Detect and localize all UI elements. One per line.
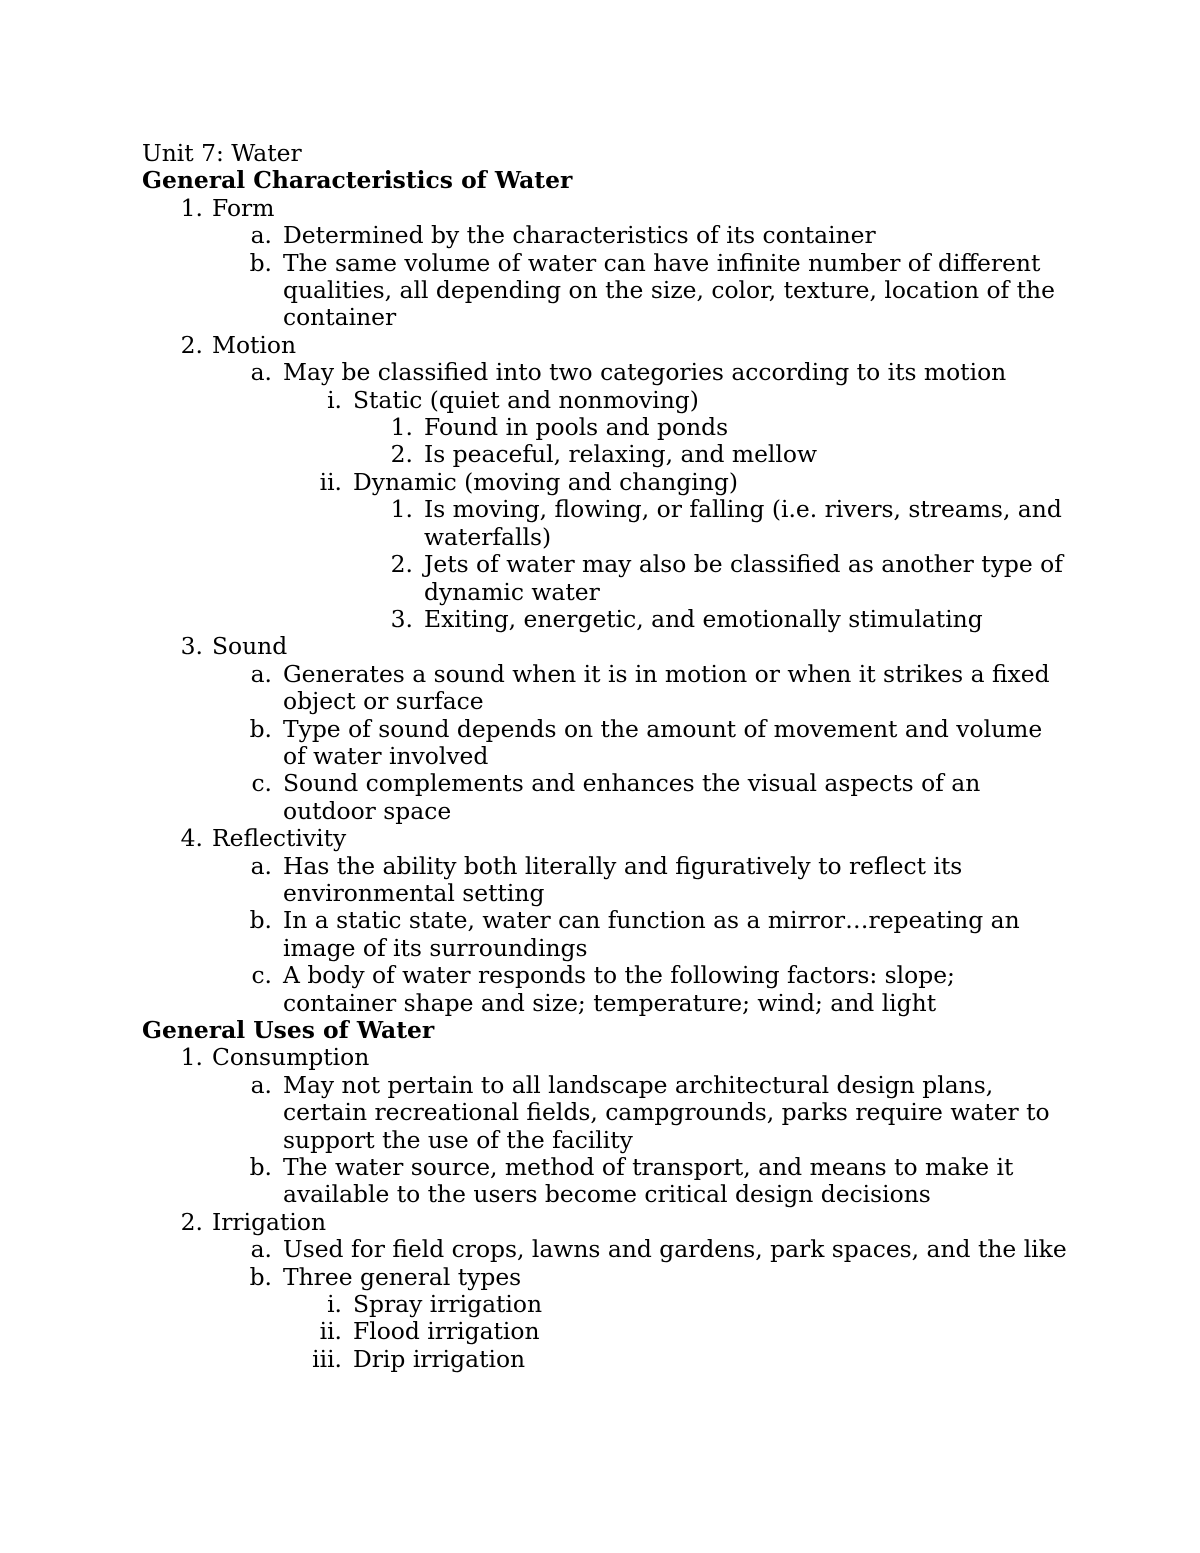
list-marker: a. xyxy=(250,221,272,250)
list-item-text: Sound xyxy=(212,632,288,661)
list-item-text: Is peaceful, relaxing, and mellow xyxy=(424,440,817,469)
list-item-text: Has the ability both literally and figuratively to reflect its environmental setting xyxy=(283,851,963,907)
list-item-text: Exiting, energetic, and emotionally stimulating xyxy=(424,604,983,633)
list-item-text: Reflectivity xyxy=(212,824,347,853)
list-item-text: Is moving, flowing, or falling (i.e. rivers, streams, and waterfalls) xyxy=(424,495,1062,551)
list-item-text: Irrigation xyxy=(212,1207,327,1236)
outline-item-level-2 xyxy=(142,222,1072,249)
list-marker: 2. xyxy=(390,550,413,579)
list-item-text: Generates a sound when it is in motion or when it strikes a fixed object or surface xyxy=(283,659,1050,716)
outline-item-level-4 xyxy=(142,606,1072,633)
list-item-text: Form xyxy=(212,193,275,222)
list-item-text: Motion xyxy=(212,330,297,359)
outline-item-level-2 xyxy=(142,1264,1072,1291)
list-marker: 1. xyxy=(390,495,413,524)
section-heading-text: General Uses of Water xyxy=(142,1016,435,1044)
section-heading-text: General Characteristics of Water xyxy=(142,166,573,195)
outline-item-level-1 xyxy=(142,1044,1072,1071)
list-item-text: May be classified into two categories according to its motion xyxy=(283,358,1007,387)
list-marker: c. xyxy=(251,961,272,990)
outline-item-level-1 xyxy=(142,825,1072,852)
outline-item-level-4 xyxy=(142,441,1072,468)
list-marker: a. xyxy=(250,1070,272,1099)
list-item-text: In a static state, water can function as a mirror…repeating an image of its surroundings xyxy=(283,906,1020,962)
list-item-text: Static (quiet and nonmoving) xyxy=(353,385,699,414)
list-marker: 2. xyxy=(390,440,413,469)
outline-item-level-4 xyxy=(142,414,1072,441)
list-marker: b. xyxy=(249,906,272,935)
list-marker: iii. xyxy=(312,1344,342,1373)
list-marker: a. xyxy=(250,358,272,387)
outline-item-level-2 xyxy=(142,1154,1072,1209)
outline-item-level-1 xyxy=(142,1209,1072,1236)
outline-item-level-2 xyxy=(142,853,1072,908)
outline-item-level-2 xyxy=(142,770,1072,825)
list-item-text: The water source, method of transport, and means to make it available to the users become critical design decisions xyxy=(283,1153,1014,1209)
list-item-text: Drip irrigation xyxy=(353,1344,526,1373)
list-marker: b. xyxy=(249,248,272,277)
outline-item-level-3 xyxy=(142,387,1072,414)
outline xyxy=(142,167,1072,1373)
list-item-text: Spray irrigation xyxy=(353,1290,543,1319)
list-item-text: Flood irrigation xyxy=(353,1317,540,1346)
list-marker: b. xyxy=(249,1262,272,1291)
list-item-text: The same volume of water can have infinite number of different qualities, all depending on the size, color, texture, location of the container xyxy=(283,248,1055,332)
list-marker: 2. xyxy=(180,1207,203,1236)
list-item-text: Consumption xyxy=(212,1043,370,1072)
list-item-text: Three general types xyxy=(283,1262,522,1291)
list-marker: 1. xyxy=(180,193,203,222)
list-marker: b. xyxy=(249,714,272,743)
list-marker: ii. xyxy=(319,1317,342,1346)
outline-item-level-2 xyxy=(142,359,1072,386)
outline-item-level-2 xyxy=(142,907,1072,962)
list-item-text: Found in pools and ponds xyxy=(424,413,729,442)
list-marker: b. xyxy=(249,1153,272,1182)
list-item-text: May not pertain to all landscape architectural design plans, certain recreational fields, campgrounds, parks require water to support the use of the facility xyxy=(283,1070,1050,1154)
list-marker: a. xyxy=(250,1235,272,1264)
list-marker: a. xyxy=(250,851,272,880)
list-marker: i. xyxy=(327,385,342,414)
outline-item-level-3 xyxy=(142,469,1072,496)
list-marker: ii. xyxy=(319,467,342,496)
outline-item-level-3 xyxy=(142,1346,1072,1373)
list-item-text: A body of water responds to the following factors: slope; container shape and size; temperature; wind; and light xyxy=(283,961,955,1017)
list-marker: 1. xyxy=(180,1043,203,1072)
list-item-text: Dynamic (moving and changing) xyxy=(353,467,738,496)
outline-item-level-2 xyxy=(142,250,1072,332)
list-marker: c. xyxy=(251,769,272,798)
list-marker: i. xyxy=(327,1290,342,1319)
list-item-text: Determined by the characteristics of its container xyxy=(283,221,876,250)
outline-item-level-2 xyxy=(142,962,1072,1017)
outline-item-level-3 xyxy=(142,1318,1072,1345)
list-marker: a. xyxy=(250,659,272,688)
outline-item-level-4 xyxy=(142,496,1072,551)
outline-item-level-2 xyxy=(142,716,1072,771)
outline-item-level-1 xyxy=(142,332,1072,359)
document-body xyxy=(142,140,1072,1373)
list-item-text: Jets of water may also be classified as another type of dynamic water xyxy=(424,550,1063,606)
list-marker: 4. xyxy=(180,824,203,853)
outline-item-level-3 xyxy=(142,1291,1072,1318)
outline-item-level-4 xyxy=(142,551,1072,606)
section-heading xyxy=(142,1017,1072,1044)
list-marker: 1. xyxy=(390,413,413,442)
unit-title-text: Unit 7: Water xyxy=(142,139,302,167)
list-item-text: Sound complements and enhances the visual aspects of an outdoor space xyxy=(283,769,981,825)
list-item-text: Used for field crops, lawns and gardens, park spaces, and the like xyxy=(283,1235,1067,1264)
outline-item-level-2 xyxy=(142,661,1072,716)
list-marker: 2. xyxy=(180,330,203,359)
list-marker: 3. xyxy=(180,632,203,661)
list-item-text: Type of sound depends on the amount of movement and volume of water involved xyxy=(283,714,1043,770)
outline-item-level-1 xyxy=(142,195,1072,222)
outline-item-level-2 xyxy=(142,1072,1072,1154)
list-marker: 3. xyxy=(390,604,413,633)
outline-item-level-2 xyxy=(142,1236,1072,1263)
section-heading xyxy=(142,167,1072,194)
outline-item-level-1 xyxy=(142,633,1072,660)
unit-title xyxy=(142,140,1072,167)
